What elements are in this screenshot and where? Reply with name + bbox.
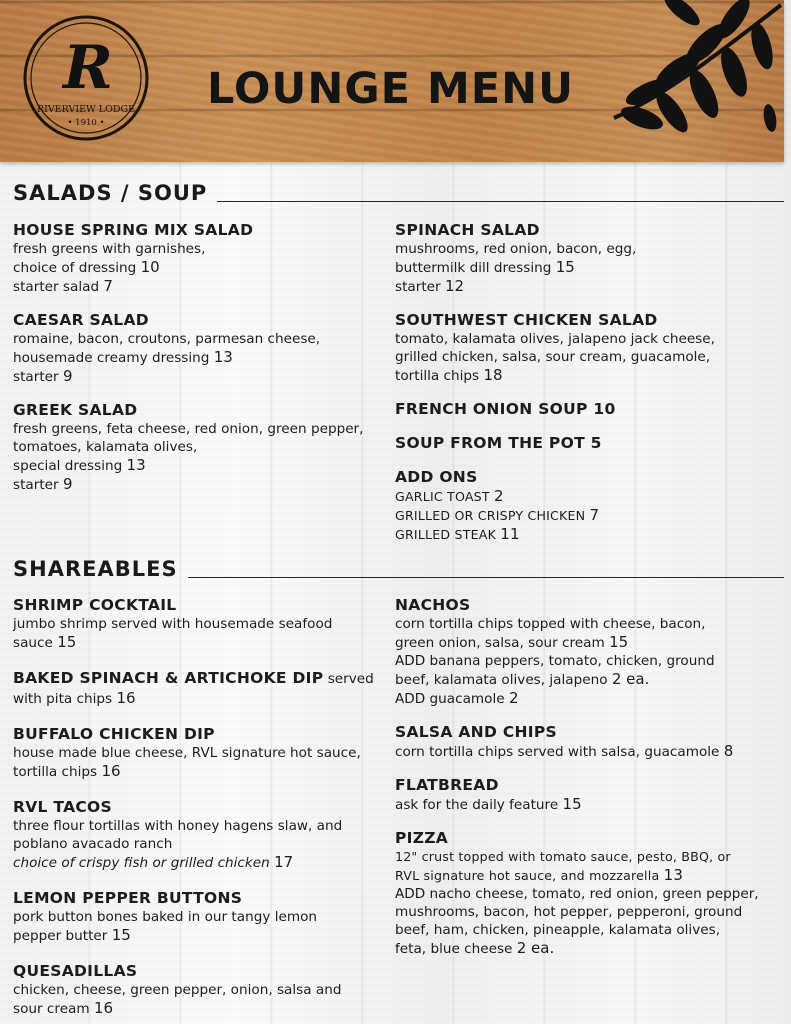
item-desc: choice of dressing 10 — [13, 258, 160, 276]
section-divider — [217, 201, 784, 202]
menu-item — [13, 798, 391, 872]
item-desc: beef, kalamata olives, jalapeno 2 ea. — [395, 670, 650, 688]
item-desc: corn tortilla chips served with salsa, guacamole 8 — [395, 742, 734, 760]
item-price: 13 — [213, 348, 233, 366]
item-name: BUFFALO CHICKEN DIP — [13, 725, 215, 743]
item-name: HOUSE SPRING MIX SALAD — [13, 221, 254, 239]
item-price: 13 — [126, 456, 146, 474]
item-desc: green onion, salsa, sour cream 15 — [395, 633, 629, 651]
menu-item — [395, 221, 775, 296]
menu-item — [395, 311, 775, 385]
item-desc: ADD guacamole 2 — [395, 689, 519, 707]
item-price: 11 — [500, 525, 520, 543]
wood-header-banner — [0, 0, 784, 162]
item-price: 15 — [562, 795, 582, 813]
shareables-left-column — [13, 596, 391, 1018]
item-name: SPINACH SALAD — [395, 221, 540, 239]
item-desc: RVL signature hot sauce, and mozzarella 13 — [395, 866, 684, 884]
page-title: LOUNGE MENU — [207, 64, 575, 114]
section-title: SHAREABLES — [13, 557, 178, 581]
item-name-suffix: served — [323, 671, 374, 687]
item-name: QUESADILLAS — [13, 962, 138, 980]
item-desc: pepper butter 15 — [13, 926, 131, 944]
item-price: 16 — [101, 762, 121, 780]
logo-monogram: R — [63, 33, 113, 103]
menu-item — [395, 400, 775, 419]
salads-left-column — [13, 221, 388, 494]
menu-item — [395, 829, 780, 958]
menu-item — [13, 221, 388, 296]
menu-item — [395, 723, 780, 761]
item-desc: starter 9 — [13, 367, 73, 385]
item-desc: sour cream 16 — [13, 999, 114, 1017]
item-desc: mushrooms, bacon, hot pepper, pepperoni, ground — [395, 904, 743, 920]
item-desc: sauce 15 — [13, 633, 77, 651]
riverview-lodge-logo — [22, 14, 150, 142]
menu-item — [395, 776, 780, 814]
item-desc: tortilla chips 16 — [13, 762, 121, 780]
item-desc: with pita chips 16 — [13, 689, 136, 707]
item-desc: tortilla chips 18 — [395, 366, 503, 384]
salads-soup-section-header — [13, 181, 784, 205]
item-price: 7 — [589, 506, 600, 524]
item-name: LEMON PEPPER BUTTONS — [13, 889, 243, 907]
menu-item — [395, 596, 780, 708]
item-desc: choice of crispy fish or grilled chicken 17 — [13, 853, 294, 871]
item-price: 16 — [93, 999, 114, 1017]
item-name: NACHOS — [395, 596, 471, 614]
item-price: 7 — [103, 277, 113, 295]
item-desc: starter 9 — [13, 475, 73, 493]
item-name: ADD ONS — [395, 468, 478, 486]
item-desc: GRILLED STEAK 11 — [395, 525, 520, 543]
item-price: 9 — [62, 475, 73, 493]
item-desc: ask for the daily feature 15 — [395, 795, 582, 813]
item-desc: chicken, cheese, green pepper, onion, salsa and — [13, 982, 342, 998]
leaf-branch-decoration-icon — [606, 0, 784, 150]
menu-item — [13, 725, 391, 781]
item-price: 12 — [444, 277, 465, 295]
item-price: 2 — [508, 689, 519, 707]
item-desc: special dressing 13 — [13, 456, 146, 474]
logo-year: • 1910 • — [67, 118, 105, 128]
item-desc: GRILLED OR CRISPY CHICKEN 7 — [395, 506, 600, 524]
item-desc: grilled chicken, salsa, sour cream, guacamole, — [395, 349, 711, 365]
item-price: 15 — [609, 633, 629, 651]
item-name: SOUP FROM THE POT 5 — [395, 434, 602, 452]
item-price: 17 — [274, 853, 294, 871]
item-name: PIZZA — [395, 829, 449, 847]
item-desc: pork button bones baked in our tangy lemon — [13, 909, 318, 925]
item-desc: buttermilk dill dressing 15 — [395, 258, 575, 276]
item-name: CAESAR SALAD — [13, 311, 149, 329]
item-price: 15 — [111, 926, 131, 944]
salads-right-column — [395, 221, 775, 544]
item-desc: GARLIC TOAST 2 — [395, 487, 504, 505]
item-price: 2 — [493, 487, 504, 505]
item-desc: beef, ham, chicken, pineapple, kalamata olives, — [395, 922, 721, 938]
item-desc: 12" crust topped with tomato sauce, pesto, BBQ, or — [395, 849, 731, 864]
item-price: 15 — [555, 258, 575, 276]
section-title: SALADS / SOUP — [13, 181, 208, 205]
item-name: GREEK SALAD — [13, 401, 138, 419]
item-desc: romaine, bacon, croutons, parmesan cheese, — [13, 331, 321, 347]
item-price: 8 — [723, 742, 734, 760]
menu-item — [13, 962, 391, 1018]
item-desc: feta, blue cheese 2 ea. — [395, 939, 555, 957]
item-desc: mushrooms, red onion, bacon, egg, — [395, 241, 637, 257]
item-name: FLATBREAD — [395, 776, 499, 794]
item-desc: tomato, kalamata olives, jalapeno jack cheese, — [395, 331, 715, 347]
item-price: 16 — [116, 689, 136, 707]
shareables-right-column — [395, 596, 780, 958]
logo-name: RIVERVIEW LODGE — [36, 104, 136, 115]
section-divider — [188, 577, 784, 578]
item-name: SALSA AND CHIPS — [395, 723, 557, 741]
item-desc: three flour tortillas with honey hagens slaw, and — [13, 818, 343, 834]
item-price: 10 — [140, 258, 160, 276]
item-desc: fresh greens with garnishes, — [13, 241, 206, 257]
item-desc: ADD banana peppers, tomato, chicken, ground — [395, 653, 715, 669]
item-price: 15 — [57, 633, 77, 651]
item-desc: starter salad 7 — [13, 277, 113, 295]
item-desc: poblano avacado ranch — [13, 836, 173, 852]
menu-item — [13, 401, 388, 494]
item-desc: house made blue cheese, RVL signature hot sauce, — [13, 745, 361, 761]
shareables-section-header — [13, 557, 784, 581]
item-price: 2 ea. — [516, 939, 555, 957]
item-desc: ADD nacho cheese, tomato, red onion, green pepper, — [395, 886, 759, 902]
item-price: 13 — [663, 866, 684, 884]
item-name: SHRIMP COCKTAIL — [13, 596, 177, 614]
item-desc: starter 12 — [395, 277, 465, 295]
menu-item — [13, 669, 391, 708]
item-name: FRENCH ONION SOUP 10 — [395, 400, 616, 418]
menu-item — [13, 311, 388, 386]
item-name: SOUTHWEST CHICKEN SALAD — [395, 311, 658, 329]
item-desc: housemade creamy dressing 13 — [13, 348, 233, 366]
item-desc: jumbo shrimp served with housemade seafood — [13, 616, 333, 632]
item-price: 9 — [62, 367, 73, 385]
item-desc: fresh greens, feta cheese, red onion, green pepper, — [13, 421, 364, 437]
menu-item — [13, 596, 391, 652]
item-price: 2 ea. — [611, 670, 650, 688]
add-ons — [395, 468, 775, 544]
item-desc: corn tortilla chips topped with cheese, bacon, — [395, 616, 706, 632]
item-name: RVL TACOS — [13, 798, 112, 816]
menu-item — [395, 434, 775, 453]
menu-item — [13, 889, 391, 945]
item-price: 18 — [483, 366, 503, 384]
item-desc: tomatoes, kalamata olives, — [13, 439, 198, 455]
item-name: BAKED SPINACH & ARTICHOKE DIP served — [13, 669, 374, 687]
